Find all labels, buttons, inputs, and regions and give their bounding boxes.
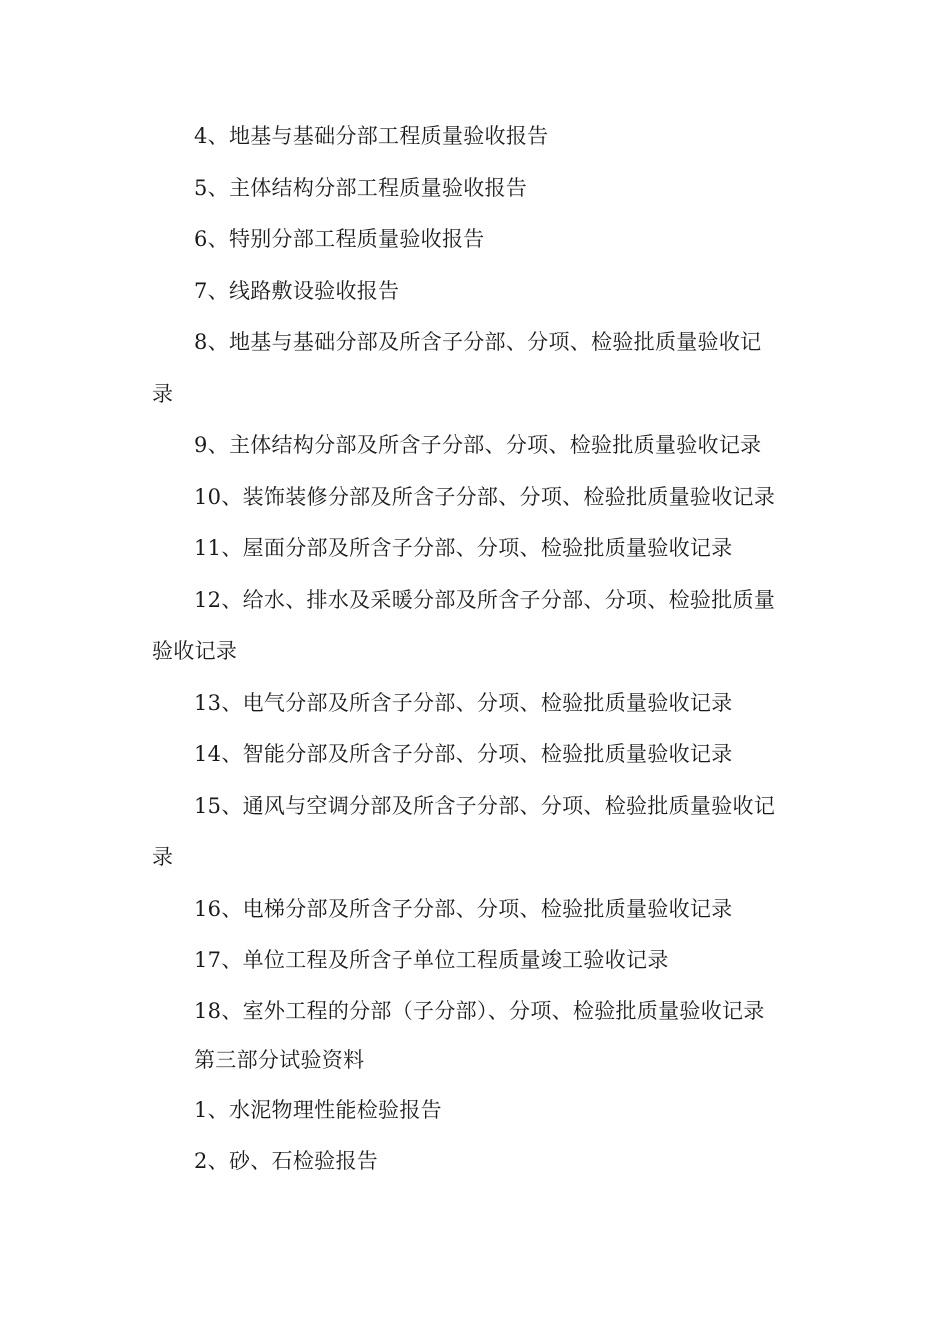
list-item-7: 7、线路敷设验收报告 [194, 278, 400, 303]
list-item-4: 4、地基与基础分部工程质量验收报告 [194, 124, 549, 148]
list-item-9: 9、主体结构分部及所含子分部、分项、检验批质量验收记录 [194, 433, 762, 457]
list-item-11: 11、屋面分部及所含子分部、分项、检验批质量验收记录 [194, 536, 733, 560]
list-item-2: 2、砂、石检验报告 [194, 1149, 379, 1173]
document-body [152, 111, 802, 1188]
list-item-8: 8、地基与基础分部及所含子分部、分项、检验批质量验收记 [194, 330, 762, 354]
list-item-16: 16、电梯分部及所含子分部、分项、检验批质量验收记录 [194, 896, 733, 921]
list-item-17: 17、单位工程及所含子单位工程质量竣工验收记录 [194, 948, 669, 972]
list-item-15: 15、通风与空调分部及所含子分部、分项、检验批质量验收记 [194, 793, 776, 818]
list-item-12-continuation: 验收记录 [152, 639, 238, 663]
list-item-6: 6、特别分部工程质量验收报告 [194, 227, 485, 251]
list-item-12: 12、给水、排水及采暖分部及所含子分部、分项、检验批质量 [194, 587, 776, 612]
list-item-15-continuation: 录 [152, 845, 174, 869]
list-item-5: 5、主体结构分部工程质量验收报告 [194, 175, 528, 200]
list-item-10: 10、装饰装修分部及所含子分部、分项、检验批质量验收记录 [194, 484, 776, 509]
list-item-14: 14、智能分部及所含子分部、分项、检验批质量验收记录 [194, 742, 733, 766]
list-item-1: 1、水泥物理性能检验报告 [194, 1097, 442, 1122]
list-item-18: 18、室外工程的分部（子分部）、分项、检验批质量验收记录 [194, 998, 765, 1023]
section-heading: 第三部分试验资料 [194, 1047, 365, 1072]
list-item-13: 13、电气分部及所含子分部、分项、检验批质量验收记录 [194, 690, 733, 715]
list-item-8-continuation: 录 [152, 381, 174, 406]
